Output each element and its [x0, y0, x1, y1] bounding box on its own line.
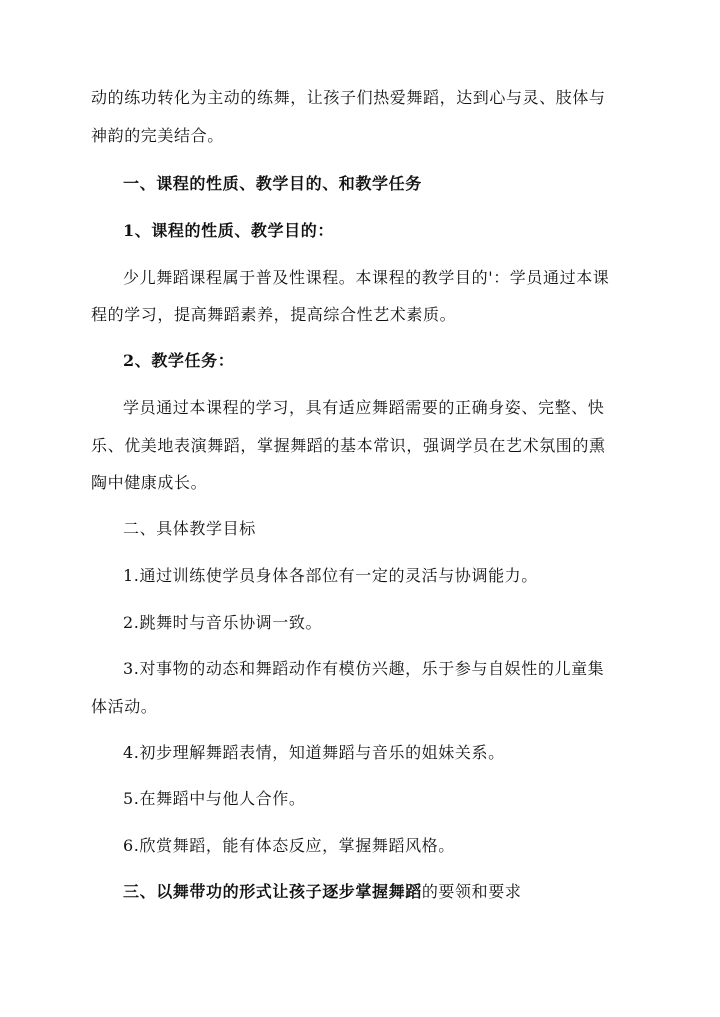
paragraph-line: 少儿舞蹈课程属于普及性课程。本课程的教学目的'：学员通过本课 [123, 268, 610, 287]
list-item-continuation: 体活动。 [91, 697, 158, 716]
list-item: 2.跳舞时与音乐协调一致。 [123, 613, 323, 632]
paragraph-line: 动的练功转化为主动的练舞，让孩子们热爱舞蹈，达到心与灵、肢体与 [91, 88, 606, 107]
paragraph-line: 陶中健康成长。 [91, 473, 208, 492]
list-item: 1.通过训练使学员身体各部位有一定的灵活与协调能力。 [123, 566, 538, 585]
list-item: 3.对事物的动态和舞蹈动作有模仿兴趣，乐于参与自娱性的儿童集 [123, 659, 605, 678]
subsection-heading: 2、教学任务： [123, 351, 235, 370]
paragraph-line: 程的学习，提高舞蹈素养，提高综合性艺术素质。 [91, 305, 457, 324]
section-heading [123, 882, 521, 902]
paragraph-line: 学员通过本课程的学习，具有适应舞蹈需要的正确身姿、完整、快 [123, 398, 605, 417]
list-item: 4.初步理解舞蹈表情，知道舞蹈与音乐的姐妹关系。 [123, 743, 505, 762]
section-heading: 一、课程的性质、教学目的、和教学任务 [123, 174, 422, 193]
paragraph-line: 神韵的完美结合。 [91, 126, 224, 145]
section-heading: 二、具体教学目标 [123, 519, 256, 538]
subsection-heading: 1、课程的性质、教学目的： [123, 221, 334, 240]
list-item: 6.欣赏舞蹈，能有体态反应，掌握舞蹈风格。 [123, 836, 455, 855]
list-item: 5.在舞蹈中与他人合作。 [123, 789, 306, 808]
section-heading-rest: 的要领和要求 [421, 882, 522, 901]
section-heading-bold: 三、以舞带功的形式让孩子逐步掌握舞蹈 [123, 882, 422, 901]
paragraph-line: 乐、优美地表演舞蹈，掌握舞蹈的基本常识，强调学员在艺术氛围的熏 [91, 436, 606, 455]
